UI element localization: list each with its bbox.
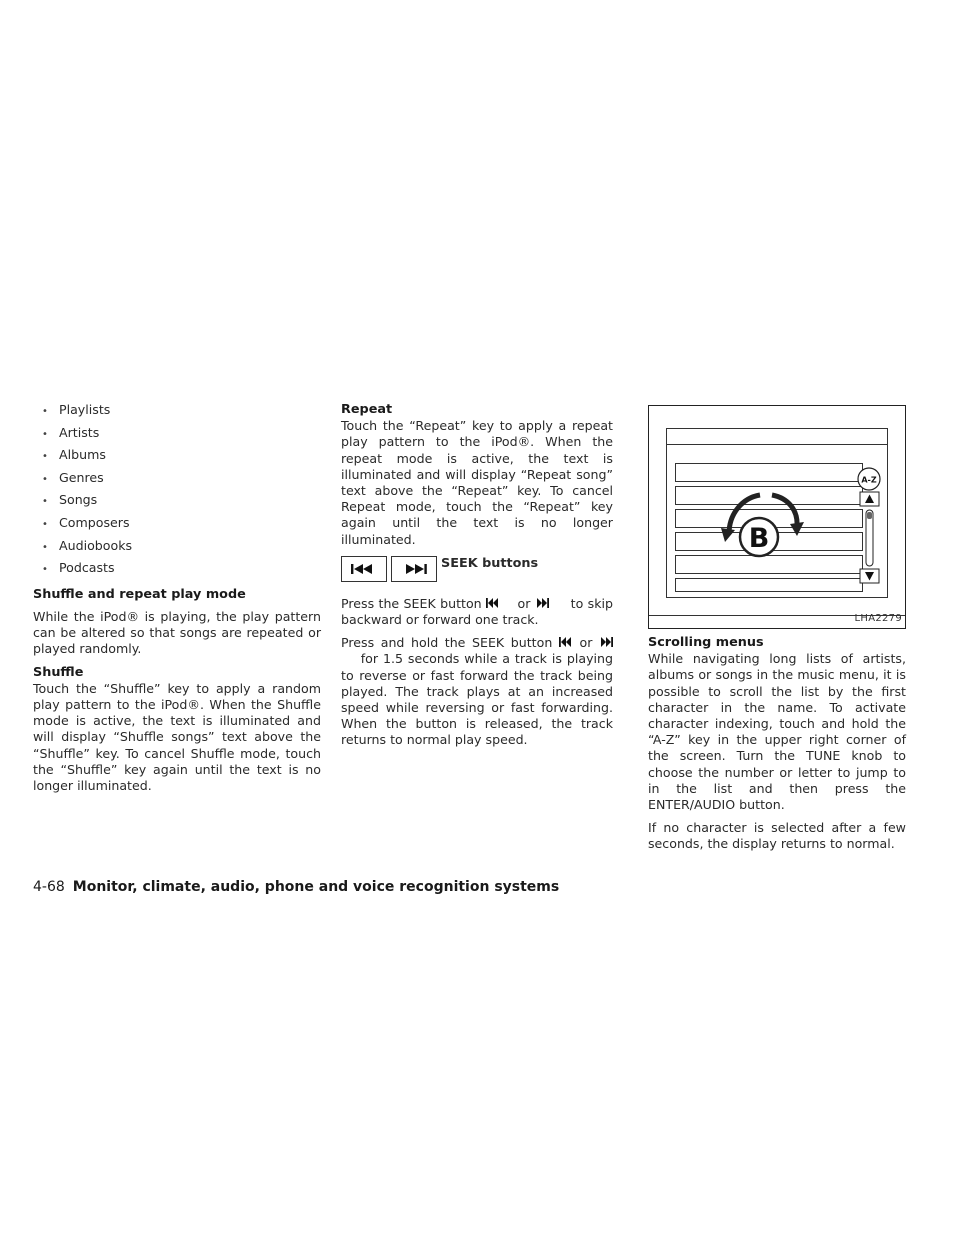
seek-text: Press the SEEK button [341,595,482,611]
list-item: • Artists [33,425,321,448]
list-item: • Genres [33,470,321,493]
seek-text: to skip backward or forward one track. [341,595,613,628]
list-item: • Audiobooks [33,538,321,561]
shuffle-repeat-paragraph: While the iPod® is playing, the play pattern can be altered so that songs are repeated or played randomly. [33,608,321,657]
figure-code: LHA2279 [854,612,902,624]
column-3 [648,405,906,860]
seek-buttons-label: SEEK buttons [441,555,539,571]
knob-label: B [748,523,770,554]
seek-buttons-illustration [341,556,613,582]
repeat-heading: Repeat [341,402,393,417]
menu-category-list [33,402,321,583]
scrollbar-thumb-illustration [867,512,872,519]
seek-paragraph-2 [341,635,613,748]
list-item: • Albums [33,447,321,470]
seek-forward-button-illustration [391,556,437,582]
seek-paragraph-1 [341,596,613,628]
az-key-label: A-Z [861,475,877,485]
skip-forward-icon [599,637,613,647]
shuffle-repeat-heading: Shuffle and repeat play mode [33,586,246,602]
scrolling-menus-paragraph-2: If no character is selected after a few seconds, the display returns to normal. [648,820,906,852]
chapter-title: Monitor, climate, audio, phone and voice recognition systems [72,879,560,895]
list-item: • Songs [33,492,321,515]
list-item: • Composers [33,515,321,538]
seek-text: or [517,595,531,611]
scrolling-menus-heading: Scrolling menus [648,635,764,650]
skip-back-icon [486,598,500,608]
shuffle-heading: Shuffle [33,664,84,680]
column-2 [341,402,613,756]
skip-back-icon [349,562,379,576]
column-1 [33,402,321,801]
rotate-right-arrow-icon [772,495,797,526]
skip-forward-icon [535,598,549,608]
list-item: • Podcasts [33,560,321,583]
skip-back-icon [559,637,573,647]
page-footer [33,879,559,895]
seek-text: for 1.5 seconds while a track is playing to reverse or fast forward the track being played. The track plays at an increased speed while reversing or fast forwarding. When the button is released, the track returns to normal play speed. [341,651,613,748]
figure-overlay [649,406,907,630]
scrolling-menu-figure [648,405,906,629]
seek-back-button-illustration [341,556,387,582]
seek-text: Press and hold the SEEK button [341,635,553,651]
scrolling-menus-paragraph-1: While navigating long lists of artists, albums or songs in the music menu, it is possible to scroll the list by the first character in the name. To activate character indexing, touch and hold the “A-Z” key in the upper right corner of the screen. Turn the TUNE knob to choose the number or letter to jump to in the list and then press the ENTER/AUDIO button. [648,651,906,813]
page-number: 4-68 [33,879,65,895]
shuffle-paragraph: Touch the “Shuffle” key to apply a random play pattern to the iPod®. When the Shuffle mode is active, the text is illuminated and will display “Shuffle songs” text above the “Shuffle” key. To cancel Shuffle mode, touch the “Shuffle” key again until the text is no longer illuminated. [33,680,321,793]
list-item: • Playlists [33,402,321,425]
skip-forward-icon [399,562,429,576]
repeat-paragraph: Touch the “Repeat” key to apply a repeat play pattern to the iPod®. When the repeat mode is active, the text is illuminated and will display “Repeat song” text above the “Repeat” key. To cancel Repeat mode, touch the “Repeat” key again until the text is no longer illuminated. [341,418,613,547]
seek-text: or [579,635,593,651]
